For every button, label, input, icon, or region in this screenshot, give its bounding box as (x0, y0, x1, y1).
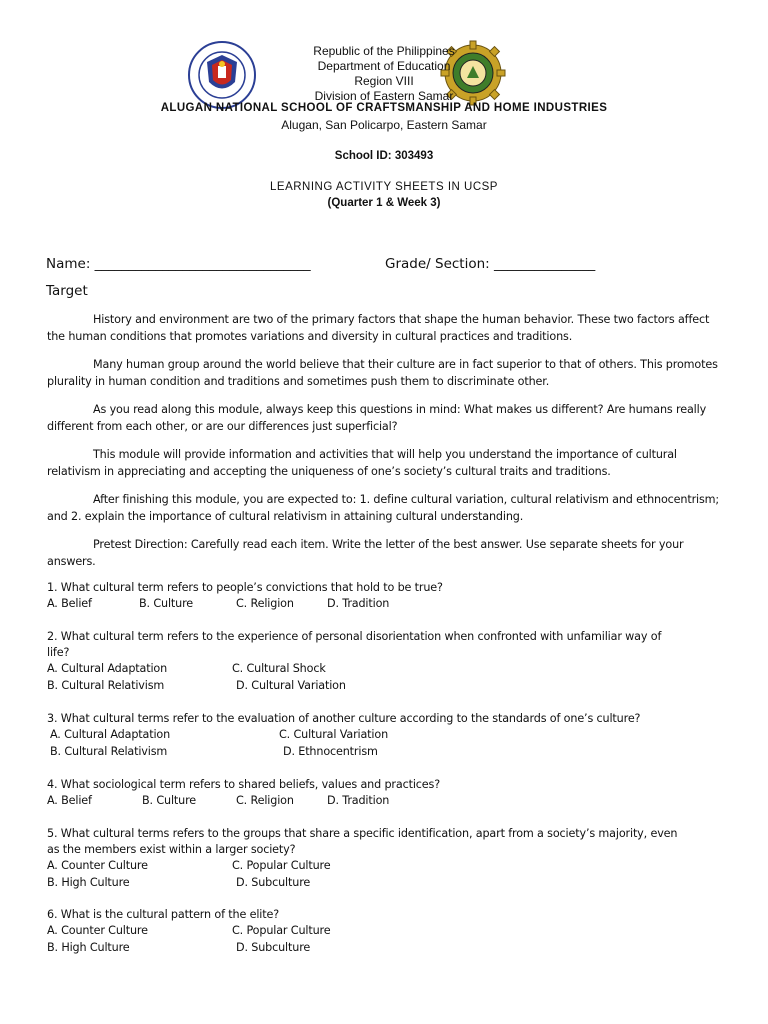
q5-option-d: D. Subculture (236, 876, 311, 889)
question-4: 4. What sociological term refers to shared beliefs, values and practices? (47, 778, 440, 791)
paragraph-1: History and environment are two of the primary factors that shape the human behavior. These two factors affect the human conditions that promotes variations and diversity in cultural practices and traditions. (47, 313, 710, 343)
pretest-direction: Pretest Direction: Carefully read each item. Write the letter of the best answer. Use separate sheets for your answers. (47, 538, 684, 568)
q3-option-d: D. Ethnocentrism (283, 745, 378, 758)
school-id: School ID: 303493 (334, 150, 434, 162)
grade-section-field-label: Grade/ Section: _______________ (385, 256, 596, 272)
question-2: 2. What cultural term refers to the experience of personal disorientation when confronted with unfamiliar way of (47, 630, 662, 643)
q2-option-a: A. Cultural Adaptation (47, 662, 168, 675)
paragraph-2: Many human group around the world believe that their culture are in fact superior to that of others. This promotes plurality in human condition and traditions and sometimes push them to discriminate other. (47, 358, 718, 388)
republic-line: Republic of the Philippines (313, 44, 455, 58)
question-3: 3. What cultural terms refer to the evaluation of another culture according to the standards of one’s culture? (47, 712, 641, 725)
question-2-cont: life? (47, 646, 70, 659)
target-heading: Target (46, 283, 88, 299)
q5-option-c: C. Popular Culture (232, 859, 331, 872)
q5-option-b: B. High Culture (47, 876, 130, 889)
division-line: Division of Eastern Samar (314, 89, 454, 103)
q3-option-c: C. Cultural Variation (279, 728, 389, 741)
school-name: ALUGAN NATIONAL SCHOOL OF CRAFTSMANSHIP AND HOME INDUSTRIES (160, 102, 608, 114)
q4-option-d: D. Tradition (327, 794, 390, 807)
document-subtitle: (Quarter 1 & Week 3) (327, 197, 441, 209)
q1-option-c: C. Religion (236, 597, 294, 610)
question-5: 5. What cultural terms refers to the groups that share a specific identification, apart from a society’s majority, even (47, 827, 678, 840)
school-address: Alugan, San Policarpo, Eastern Samar (281, 118, 487, 132)
q6-option-d: D. Subculture (236, 941, 311, 954)
paragraph-4: This module will provide information and activities that will help you understand the importance of cultural relativism in appreciating and accepting the uniqueness of one’s society’s cultural traits and traditions. (47, 448, 677, 478)
q6-option-a: A. Counter Culture (47, 924, 148, 937)
q6-option-b: B. High Culture (47, 941, 130, 954)
q1-option-b: B. Culture (139, 597, 194, 610)
q3-option-b: B. Cultural Relativism (50, 745, 168, 758)
q6-option-c: C. Popular Culture (232, 924, 331, 937)
q4-option-a: A. Belief (47, 794, 92, 807)
name-field-label: Name: ________________________________ (46, 256, 311, 272)
q4-option-b: B. Culture (142, 794, 197, 807)
region-line: Region VIII (354, 74, 414, 88)
q4-option-c: C. Religion (236, 794, 294, 807)
question-5-cont: as the members exist within a larger society? (47, 843, 296, 856)
question-1: 1. What cultural term refers to people’s convictions that hold to be true? (47, 581, 443, 594)
q2-option-d: D. Cultural Variation (236, 679, 346, 692)
q5-option-a: A. Counter Culture (47, 859, 148, 872)
q2-option-c: C. Cultural Shock (232, 662, 326, 675)
paragraph-5: After finishing this module, you are expected to: 1. define cultural variation, cultural relativism and ethnocentrism; and 2. explain the importance of cultural relativism in attaining cultural understanding. (47, 493, 720, 523)
q1-option-a: A. Belief (47, 597, 92, 610)
q1-option-d: D. Tradition (327, 597, 390, 610)
q2-option-b: B. Cultural Relativism (47, 679, 165, 692)
department-line: Department of Education (317, 59, 451, 73)
question-6: 6. What is the cultural pattern of the elite? (47, 908, 280, 921)
paragraph-3: As you read along this module, always keep this questions in mind: What makes us different? Are humans really different from each other, or are our differences just superficial? (47, 403, 707, 433)
q3-option-a: A. Cultural Adaptation (50, 728, 171, 741)
document-title: LEARNING ACTIVITY SHEETS IN UCSP (270, 181, 498, 193)
